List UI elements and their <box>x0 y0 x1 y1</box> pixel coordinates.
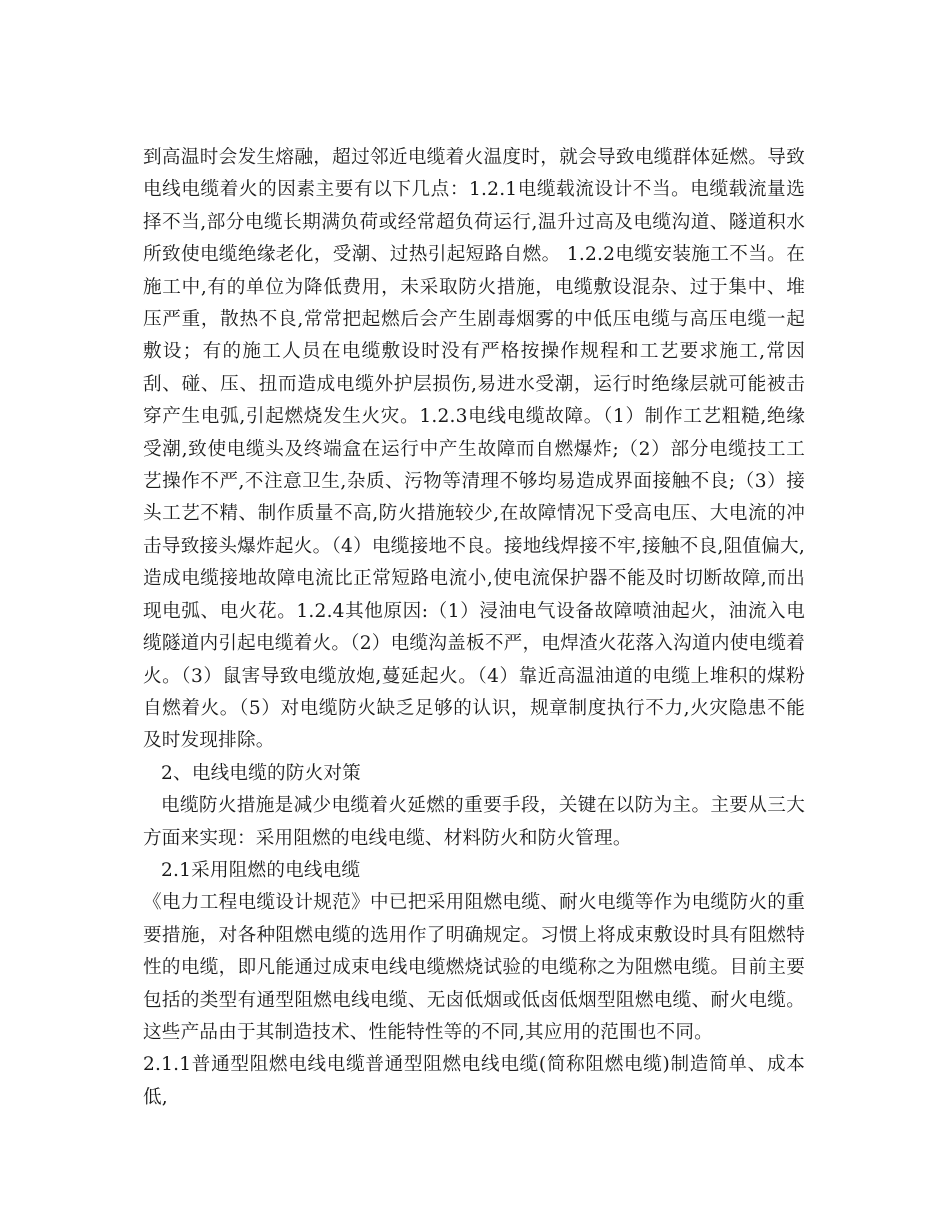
body-paragraph-2-1-1: 2.1.1普通型阻燃电线电缆普通型阻燃电线电缆(简称阻燃电缆)制造简单、成本低, <box>143 1054 805 1108</box>
body-paragraph-causes: 到高温时会发生熔融，超过邻近电缆着火温度时，就会导致电缆群体延燃。导致电线电缆着火的因素主要有以下几点：1.2.1电缆载流设计不当。电缆载流量选择不当,部分电缆长期满负荷或经常超负荷运行,温升过高及电缆沟道、隧道积水所致使电缆绝缘老化，受潮、过热引起短路自燃。 1.2.2电缆安装施工不当。在施工中,有的单位为降低费用，未采取防火措施，电缆敷设混杂、过于集中、堆压严重，散热不良,常常把起燃后会产生剧毒烟雾的中低压电缆与高压电缆一起敷设；有的施工人员在电缆敷设时没有严格按操作规程和工艺要求施工,常因刮、碰、压、扭而造成电缆外护层损伤,易进水受潮，运行时绝缘层就可能被击穿产生电弧,引起燃烧发生火灾。1.2.3电线电缆故障。（1）制作工艺粗糙,绝缘受潮,致使电缆头及终端盒在运行中产生故障而自燃爆炸;（2）部分电缆技工工艺操作不严,不注意卫生,杂质、污物等清理不够均易造成界面接触不良;（3）接头工艺不精、制作质量不高,防火措施较少,在故障情况下受高电压、大电流的冲击导致接头爆炸起火。（4）电缆接地不良。接地线焊接不牢,接触不良,阻值偏大,造成电缆接地故障电流比正常短路电流小,使电流保护器不能及时切断故障,而出现电弧、电火花。1.2.4其他原因:（1）浸油电气设备故障喷油起火，油流入电缆隧道内引起电缆着火。（2）电缆沟盖板不严，电焊渣火花落入沟道内使电缆着火。（3）鼠害导致电缆放炮,蔓延起火。（4）靠近高温油道的电缆上堆积的煤粉自燃着火。（5）对电缆防火缺乏足够的认识，规章制度执行不力,火灾隐患不能及时发现排除。 <box>143 147 805 752</box>
document-page <box>143 142 805 1114</box>
body-paragraph-countermeasures: 电缆防火措施是减少电缆着火延燃的重要手段，关键在以防为主。主要从三大方面来实现：采用阻燃的电线电缆、材料防火和防火管理。 <box>143 795 805 849</box>
body-paragraph-flame-retardant: 《电力工程电缆设计规范》中已把采用阻燃电缆、耐火电缆等作为电缆防火的重要措施，对各种阻燃电缆的选用作了明确规定。习惯上将成束敷设时具有阻燃特性的电缆，即凡能通过成束电线电缆燃烧试验的电缆称之为阻燃电缆。目前主要包括的类型有通型阻燃电线电缆、无卤低烟或低卤低烟型阻燃电缆、耐火电缆。这些产品由于其制造技术、性能特性等的不同,其应用的范围也不同。 <box>143 892 805 1043</box>
section-heading-2: 2、电线电缆的防火对策 <box>161 762 361 784</box>
section-heading-2-1: 2.1采用阻燃的电线电缆 <box>161 859 361 881</box>
